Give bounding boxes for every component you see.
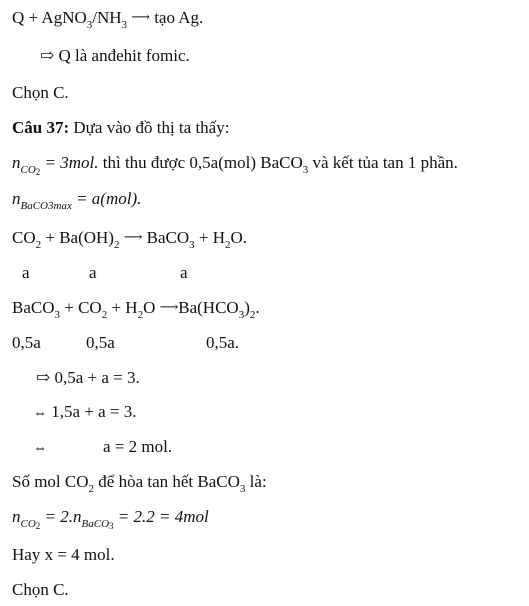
right-arrow-icon: ⟶ <box>159 299 179 314</box>
result-line: Hay x = 4 mol. <box>12 545 115 564</box>
implies-arrow-icon: ⇨ <box>36 368 51 387</box>
equation-step-1: ⇨ 0,5a + a = 3. <box>36 368 140 387</box>
moles-row-2-col1: 0,5a <box>12 333 41 352</box>
dissolve-statement: Số mol $CO_2$ để hòa tan hết BaCO$_3$ là: <box>12 472 267 495</box>
answer-line-1: Chọn C. <box>12 83 69 102</box>
equivalent-arrow-icon: ⇔ <box>33 406 47 421</box>
formula-n-baco3max: $n_{BaCO3max} = a(mol)$. <box>12 189 142 212</box>
implies-arrow-icon: ⇨ <box>40 46 55 65</box>
moles-row-2-col3: 0,5a. <box>206 333 240 352</box>
conclusion-q: ⇨ Q là anđehit fomic. <box>40 46 190 65</box>
question-label: Câu 37: <box>12 118 70 137</box>
equation-step-2: ⇔ 1,5a + a = 3. <box>33 402 137 424</box>
reaction-2: BaCO$_3$ + $CO_2 + H_2O$ $⟶Ba(HCO_3)_2$. <box>12 298 260 321</box>
equation-step-3: ⇔ a = 2 mol. <box>33 437 172 459</box>
reaction-line-q: $Q + AgNO_3/NH_3$ ⟶ tạo Ag. <box>12 8 204 31</box>
moles-row-2-col2: 0,5a <box>86 333 115 352</box>
reaction-1: $CO_2 + Ba(OH)_2$ ⟶ BaCO$_3$ + $H_2O$. <box>12 228 248 251</box>
answer-line-2: Chọn C. <box>12 580 69 599</box>
moles-row-1-col3: a <box>180 263 188 282</box>
equivalent-arrow-icon: ⇔ <box>33 441 47 456</box>
right-arrow-icon: ⟶ <box>123 229 143 244</box>
moles-row-1-col1: a <box>22 263 30 282</box>
formula-n-co2: $n_{CO2} = 3mol$. thì thu được 0,5a(mol) BaCO$_3$ và kết tủa tan 1 phần. <box>12 153 458 177</box>
question-header: Câu 37: Dựa vào đồ thị ta thấy: <box>12 118 230 137</box>
formula-final: $n_{CO2} = 2.n_{BaCO3} = 2.2 = 4mol$ <box>12 507 209 531</box>
right-arrow-icon: ⟶ <box>131 9 150 24</box>
moles-row-1-col2: a <box>89 263 97 282</box>
